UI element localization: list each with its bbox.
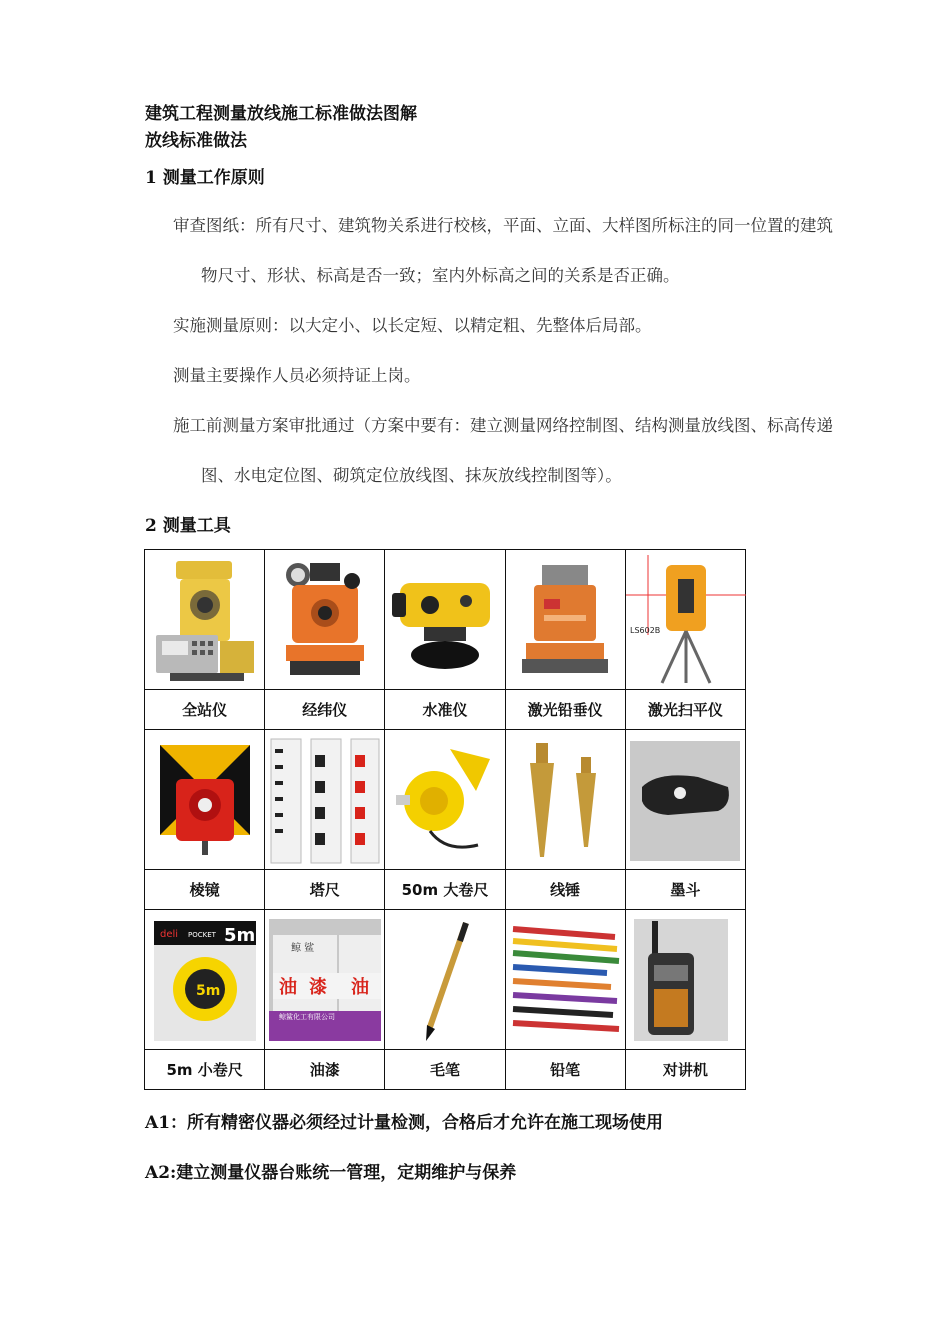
tool-label-paint: 油漆: [265, 1050, 385, 1090]
tool-label-theodolite: 经纬仪: [265, 690, 385, 730]
tools-label-row-2: [145, 870, 746, 910]
pencils-image: [505, 910, 625, 1050]
tools-label-row-1: [145, 690, 746, 730]
tools-label-row-3: [145, 1050, 746, 1090]
paragraph-plan-approval-line1: 施工前测量方案审批通过（方案中要有：建立测量网络控制图、结构测量放线图、标高传递: [173, 416, 833, 435]
tool-label-prism: 棱镜: [145, 870, 265, 910]
paint-footer-text: 鲸鲨化工有限公司: [278, 1012, 335, 1021]
tape-sub-text: POCKET: [187, 930, 216, 939]
tool-label-laser-level: 激光扫平仪: [625, 690, 745, 730]
note-a2: A2:建立测量仪器台账统一管理，定期维护与保养: [145, 1163, 517, 1183]
ink-line-marker-image: [625, 730, 745, 870]
tool-label-walkie-talkie: 对讲机: [625, 1050, 745, 1090]
section-heading-tools: 2 测量工具: [145, 516, 231, 536]
paragraph-review-drawings-line1: 审查图纸：所有尺寸、建筑物关系进行校核，平面、立面、大样图所标注的同一位置的建筑: [173, 216, 833, 235]
tools-image-row-2: [145, 730, 746, 870]
paint-char-2: 漆: [308, 976, 327, 998]
leveling-staff-image: [265, 730, 385, 870]
paragraph-certified-operators: 测量主要操作人员必须持证上岗。: [173, 366, 421, 385]
paint-char-3: 油: [350, 976, 369, 998]
document-subtitle: 放线标准做法: [145, 131, 247, 151]
tape-brand-text: deli: [159, 928, 178, 940]
tool-label-brush-pen: 毛笔: [385, 1050, 505, 1090]
tape-face-size-text: 5m: [195, 982, 220, 999]
tool-label-tape-measure-50m: 50m 大卷尺: [385, 870, 505, 910]
tool-label-laser-plummet: 激光铅垂仪: [505, 690, 625, 730]
tools-image-row: [145, 550, 746, 690]
tool-label-ink-line: 墨斗: [625, 870, 745, 910]
brush-pen-image: [385, 910, 505, 1050]
tool-label-pencil: 铅笔: [505, 1050, 625, 1090]
note-a1: A1：所有精密仪器必须经过计量检测，合格后才允许在施工现场使用: [145, 1113, 664, 1133]
laser-model-text: LS602B: [629, 625, 661, 635]
laser-level-image: [625, 550, 745, 690]
paint-brand-text: 鲸 鲨: [290, 942, 314, 954]
paragraph-plan-approval-line2: 图、水电定位图、砌筑定位放线图、抹灰放线控制图等）。: [201, 466, 622, 485]
paint-char-1: 油: [278, 976, 297, 998]
section-heading-principles: 1 测量工作原则: [145, 168, 265, 188]
level-image: [385, 550, 505, 690]
tape-measure-50m-image: [385, 730, 505, 870]
plumb-bob-image: [505, 730, 625, 870]
prism-image: [145, 730, 265, 870]
walkie-talkie-image: [625, 910, 745, 1050]
paragraph-measurement-principle: 实施测量原则：以大定小、以长定短、以精定粗、先整体后局部。: [173, 316, 652, 335]
tool-label-level: 水准仪: [385, 690, 505, 730]
theodolite-image: [265, 550, 385, 690]
laser-plummet-image: [505, 550, 625, 690]
paragraph-review-drawings-line2: 物尺寸、形状、标高是否一致；室内外标高之间的关系是否正确。: [201, 266, 680, 285]
tool-label-tape-measure-5m: 5m 小卷尺: [145, 1050, 265, 1090]
document-title: 建筑工程测量放线施工标准做法图解: [145, 104, 417, 124]
tool-label-leveling-staff: 塔尺: [265, 870, 385, 910]
tool-label-plumb-bob: 线锤: [505, 870, 625, 910]
tape-measure-5m-image: [145, 910, 265, 1050]
tools-table: [144, 549, 746, 1090]
tools-image-row-3: [145, 910, 746, 1050]
tape-size-text: 5m: [223, 924, 255, 946]
paint-cans-image: [265, 910, 385, 1050]
tool-label-total-station: 全站仪: [145, 690, 265, 730]
total-station-image: [145, 550, 265, 690]
